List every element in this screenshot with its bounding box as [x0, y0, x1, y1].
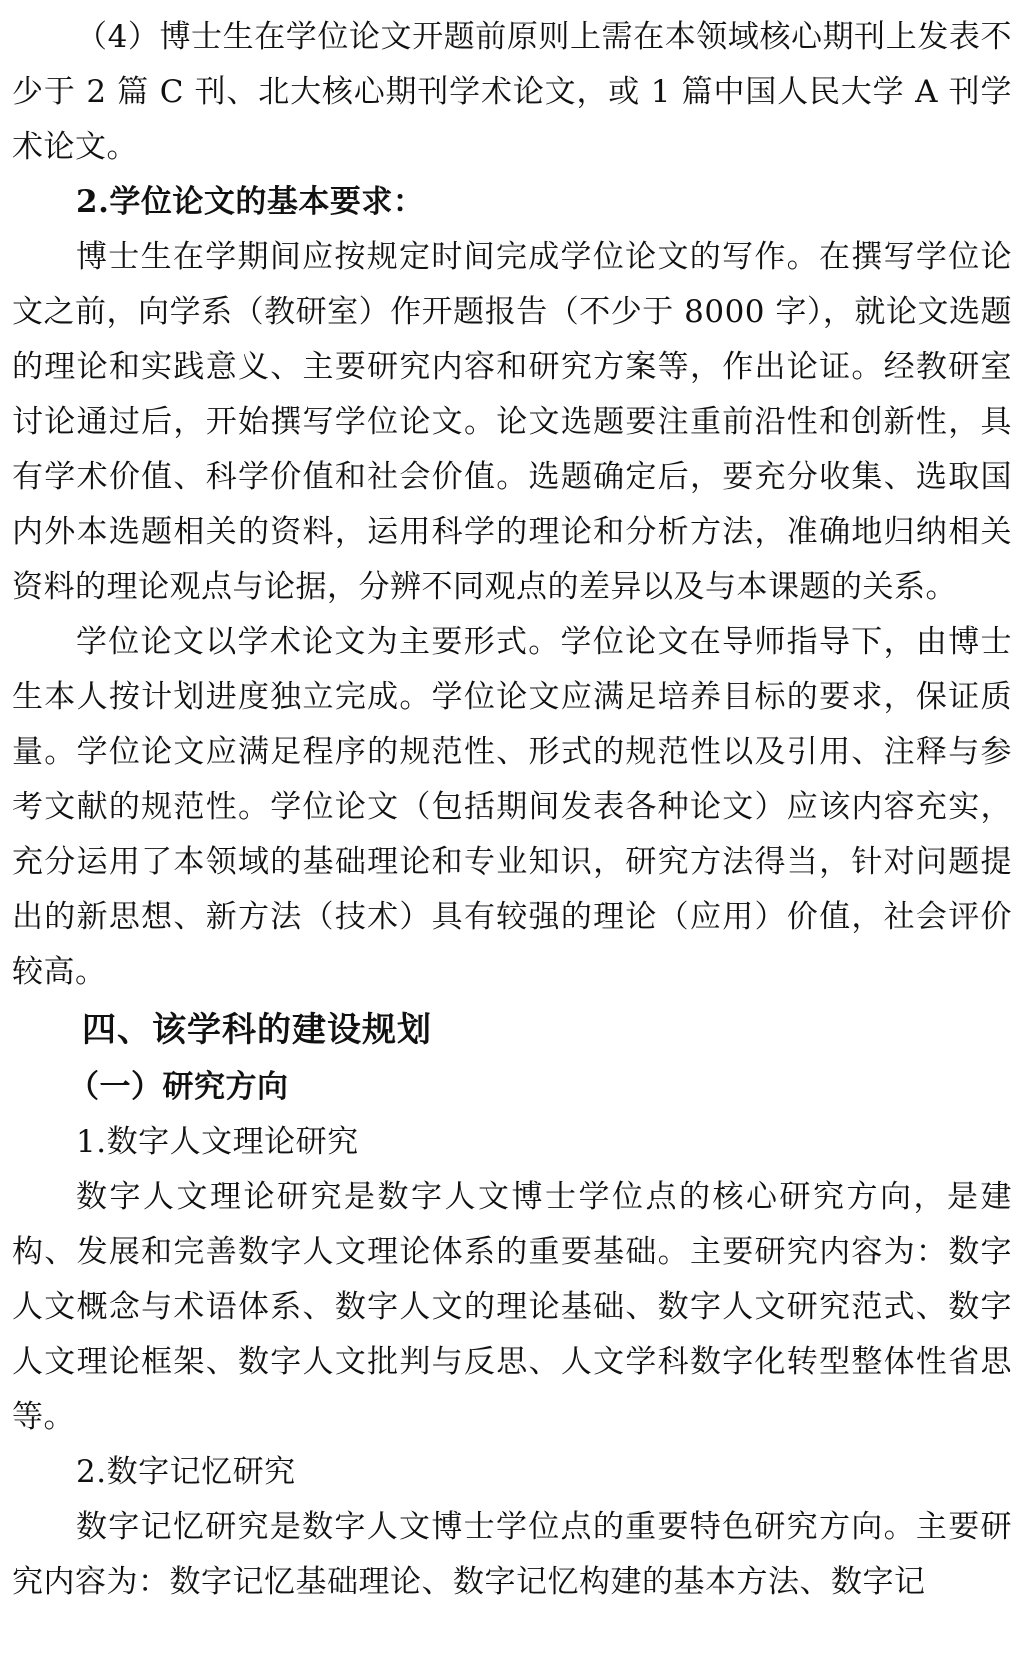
paragraph-thesis-writing: 博士生在学期间应按规定时间完成学位论文的写作。在撰写学位论文之前，向学系（教研室）作开题报告（不少于 8000 字），就论文选题的理论和实践意义、主要研究内容和研究方案等，作出论证。经教研室讨论通过后，开始撰写学位论文。论文选题要注重前沿性和创新性，具有学术价值、科学价值和社会价值。选题确定后，要充分收集、选取国内外本选题相关的资料，运用科学的理论和分析方法，准确地归纳相关资料的理论观点与论据，分辨不同观点的差异以及与本课题的关系。 — [12, 239, 1012, 605]
item-heading-digital-memory: 2.数字记忆研究 — [76, 1454, 296, 1490]
paragraph-digital-humanities-theory: 数字人文理论研究是数字人文博士学位点的核心研究方向，是建构、发展和完善数字人文理论体系的重要基础。主要研究内容为：数字人文概念与术语体系、数字人文的理论基础、数字人文研究范式、数字人文理论框架、数字人文批判与反思、人文学科数字化转型整体性省思等。 — [12, 1179, 1012, 1435]
item-heading-digital-humanities-theory: 1.数字人文理论研究 — [76, 1124, 359, 1160]
paragraph-thesis-form: 学位论文以学术论文为主要形式。学位论文在导师指导下，由博士生本人按计划进度独立完成。学位论文应满足培养目标的要求，保证质量。学位论文应满足程序的规范性、形式的规范性以及引用、注释与参考文献的规范性。学位论文（包括期间发表各种论文）应该内容充实，充分运用了本领域的基础理论和专业知识，研究方法得当，针对问题提出的新思想、新方法（技术）具有较强的理论（应用）价值，社会评价较高。 — [12, 624, 1012, 990]
paragraph-publication-requirement: （4）博士生在学位论文开题前原则上需在本领域核心期刊上发表不少于 2 篇 C 刊、北大核心期刊学术论文，或 1 篇中国人民大学 A 刊学术论文。 — [12, 19, 1012, 165]
paragraph-digital-memory: 数字记忆研究是数字人文博士学位点的重要特色研究方向。主要研究内容为：数字记忆基础理论、数字记忆构建的基本方法、数字记 — [12, 1509, 1012, 1600]
heading-thesis-basic-requirements: 2.学位论文的基本要求： — [76, 184, 425, 220]
subsection-heading-research-directions: （一）研究方向 — [68, 1069, 289, 1105]
section-heading-discipline-plan: 四、该学科的建设规划 — [82, 1010, 432, 1050]
